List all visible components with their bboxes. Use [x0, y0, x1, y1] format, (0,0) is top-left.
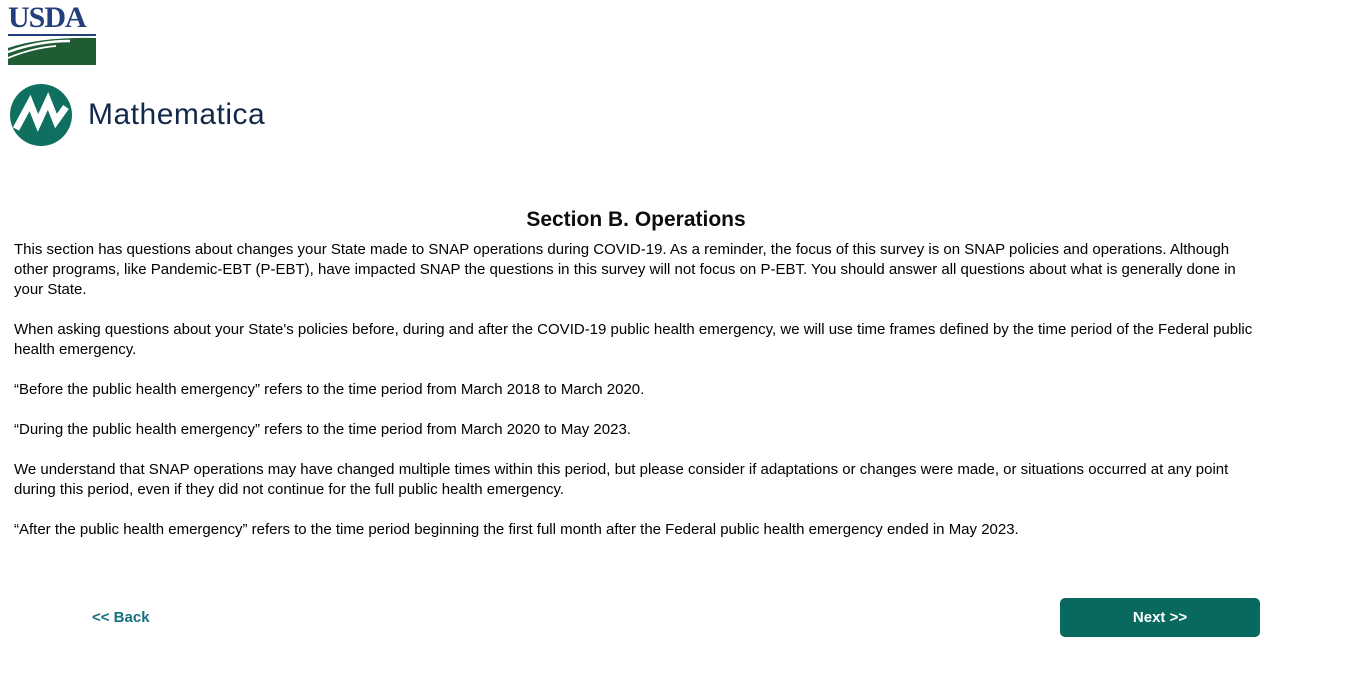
mathematica-logo-text: Mathematica: [88, 98, 266, 131]
usda-logo: [8, 3, 96, 65]
intro-text-block: [14, 240, 1258, 560]
intro-paragraph: We understand that SNAP operations may have changed multiple times within this period, but please consider if adaptations or changes were made, or situations occurred at any point during this period, even if they did not continue for the full public health emergency.: [14, 461, 1229, 498]
intro-paragraph: When asking questions about your State's policies before, during and after the COVID-19 public health emergency, we will use time frames defined by the time period of the Federal public health emergency.: [14, 321, 1253, 358]
back-link[interactable]: << Back: [92, 609, 150, 626]
intro-paragraph: “Before the public health emergency” refers to the time period from March 2018 to March 2020.: [14, 381, 645, 398]
intro-paragraph: “After the public health emergency” refers to the time period beginning the first full month after the Federal public health emergency ended in May 2023.: [14, 521, 1019, 538]
intro-paragraph: This section has questions about changes your State made to SNAP operations during COVID-19. As a reminder, the focus of this survey is on SNAP policies and operations. Although other programs, like Pandemic-EBT (P-EBT), have impacted SNAP the questions in this survey will not focus on P-EBT. You should answer all questions about what is generally done in your State.: [14, 241, 1236, 298]
usda-logo-text: USDA: [8, 3, 96, 36]
usda-field-icon: [8, 37, 96, 65]
mathematica-logo: [10, 84, 265, 146]
intro-paragraph: “During the public health emergency” refers to the time period from March 2020 to May 2023.: [14, 421, 631, 438]
mathematica-m-icon: [10, 84, 72, 146]
next-button[interactable]: Next >>: [1060, 598, 1260, 637]
section-title: Section B. Operations: [526, 208, 746, 232]
